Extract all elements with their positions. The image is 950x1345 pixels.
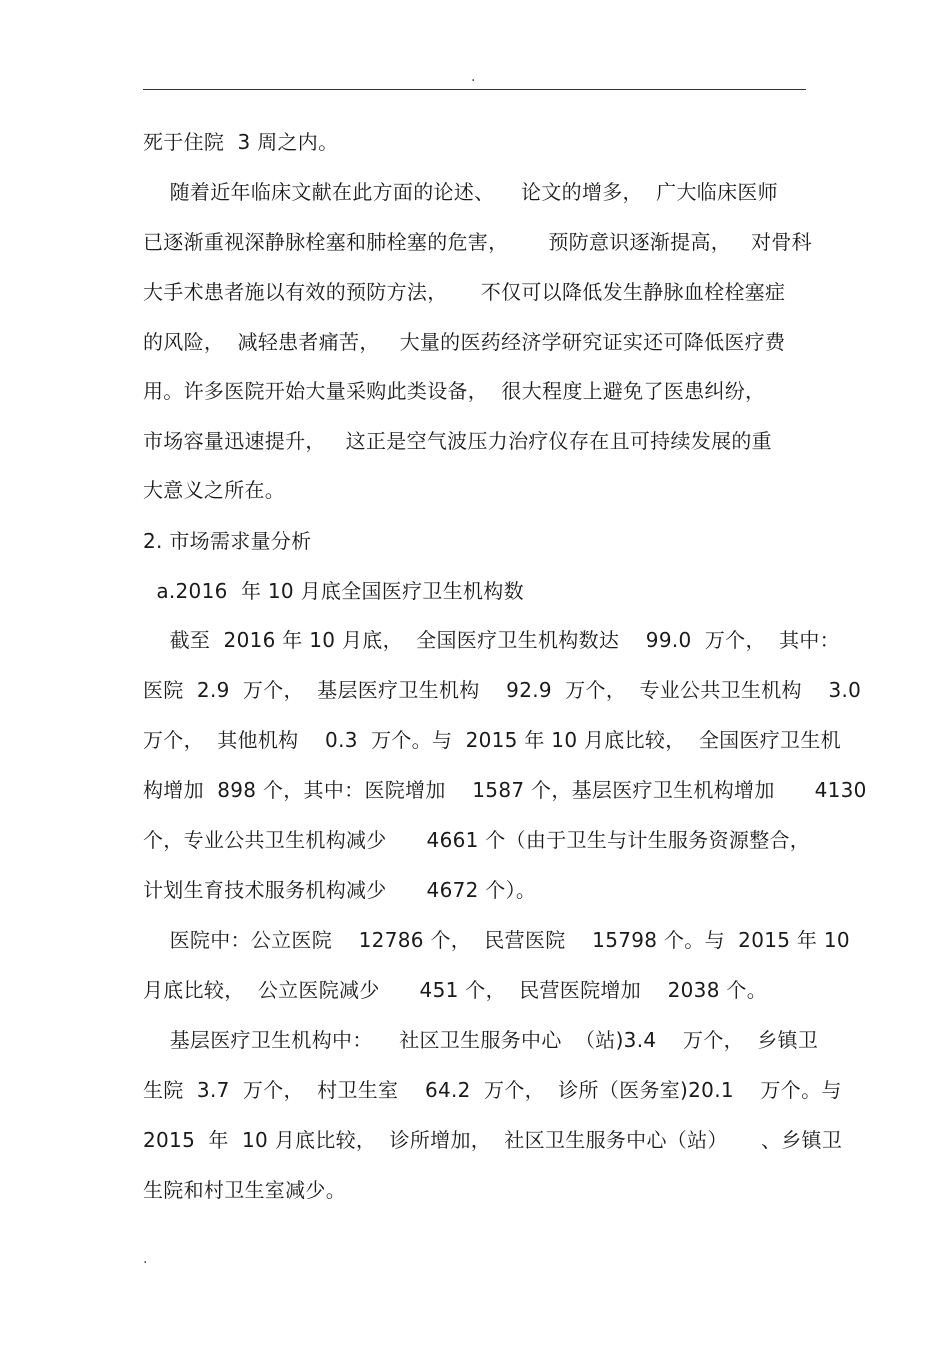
text-line: 市场容量迅速提升， 这正是空气波压力治疗仪存在且可持续发展的重 [143, 429, 772, 453]
text-line: 医院 2.9 万个， 基层医疗卫生机构 92.9 万个， 专业公共卫生机构 3.0 [143, 678, 862, 702]
text-line: 2015 年 10 月底比较， 诊所增加， 社区卫生服务中心（站） 、乡镇卫 [143, 1128, 843, 1152]
text-line: 大手术患者施以有效的预防方法， 不仅可以降低发生静脉血栓栓塞症 [143, 280, 786, 304]
text-line: 随着近年临床文献在此方面的论述、 论文的增多， 广大临床医师 [143, 180, 778, 204]
section-heading: 2. 市场需求量分析 [143, 529, 312, 553]
text-line: 月底比较， 公立医院减少 451 个， 民营医院增加 2038 个。 [143, 978, 767, 1002]
text-line: 大意义之所在。 [143, 478, 286, 502]
header-mark: . [471, 69, 476, 85]
text-line: 死于住院 3 周之内。 [143, 130, 339, 154]
text-line: 截至 2016 年 10 月底， 全国医疗卫生机构数达 99.0 万个， 其中： [143, 628, 840, 652]
text-line: 计划生育技术服务机构减少 4672 个）。 [143, 878, 537, 902]
header-rule [143, 89, 806, 90]
text-line: 基层医疗卫生机构中： 社区卫生服务中心 （站)3.4 万个， 乡镇卫 [143, 1028, 819, 1052]
footer-mark: . [143, 1251, 148, 1267]
text-line: 万个， 其他机构 0.3 万个。与 2015 年 10 月底比较， 全国医疗卫生机 [143, 728, 841, 752]
text-line: 用。许多医院开始大量采购此类设备， 很大程度上避免了医患纠纷， [143, 379, 766, 403]
subsection-heading: a.2016 年 10 月底全国医疗卫生机构数 [143, 579, 524, 603]
text-line: 生院 3.7 万个， 村卫生室 64.2 万个， 诊所（医务室)20.1 万个。与 [143, 1078, 842, 1102]
text-line: 医院中：公立医院 12786 个， 民营医院 15798 个。与 2015 年 10 [143, 928, 850, 952]
text-line: 个，专业公共卫生机构减少 4661 个（由于卫生与计生服务资源整合， [143, 828, 811, 852]
text-line: 构增加 898 个，其中：医院增加 1587 个，基层医疗卫生机构增加 4130 [143, 778, 867, 802]
text-line: 生院和村卫生室减少。 [143, 1178, 346, 1202]
text-line: 已逐渐重视深静脉栓塞和肺栓塞的危害， 预防意识逐渐提高， 对骨科 [143, 230, 812, 254]
text-line: 的风险， 减轻患者痛苦， 大量的医药经济学研究证实还可降低医疗费 [143, 330, 786, 354]
